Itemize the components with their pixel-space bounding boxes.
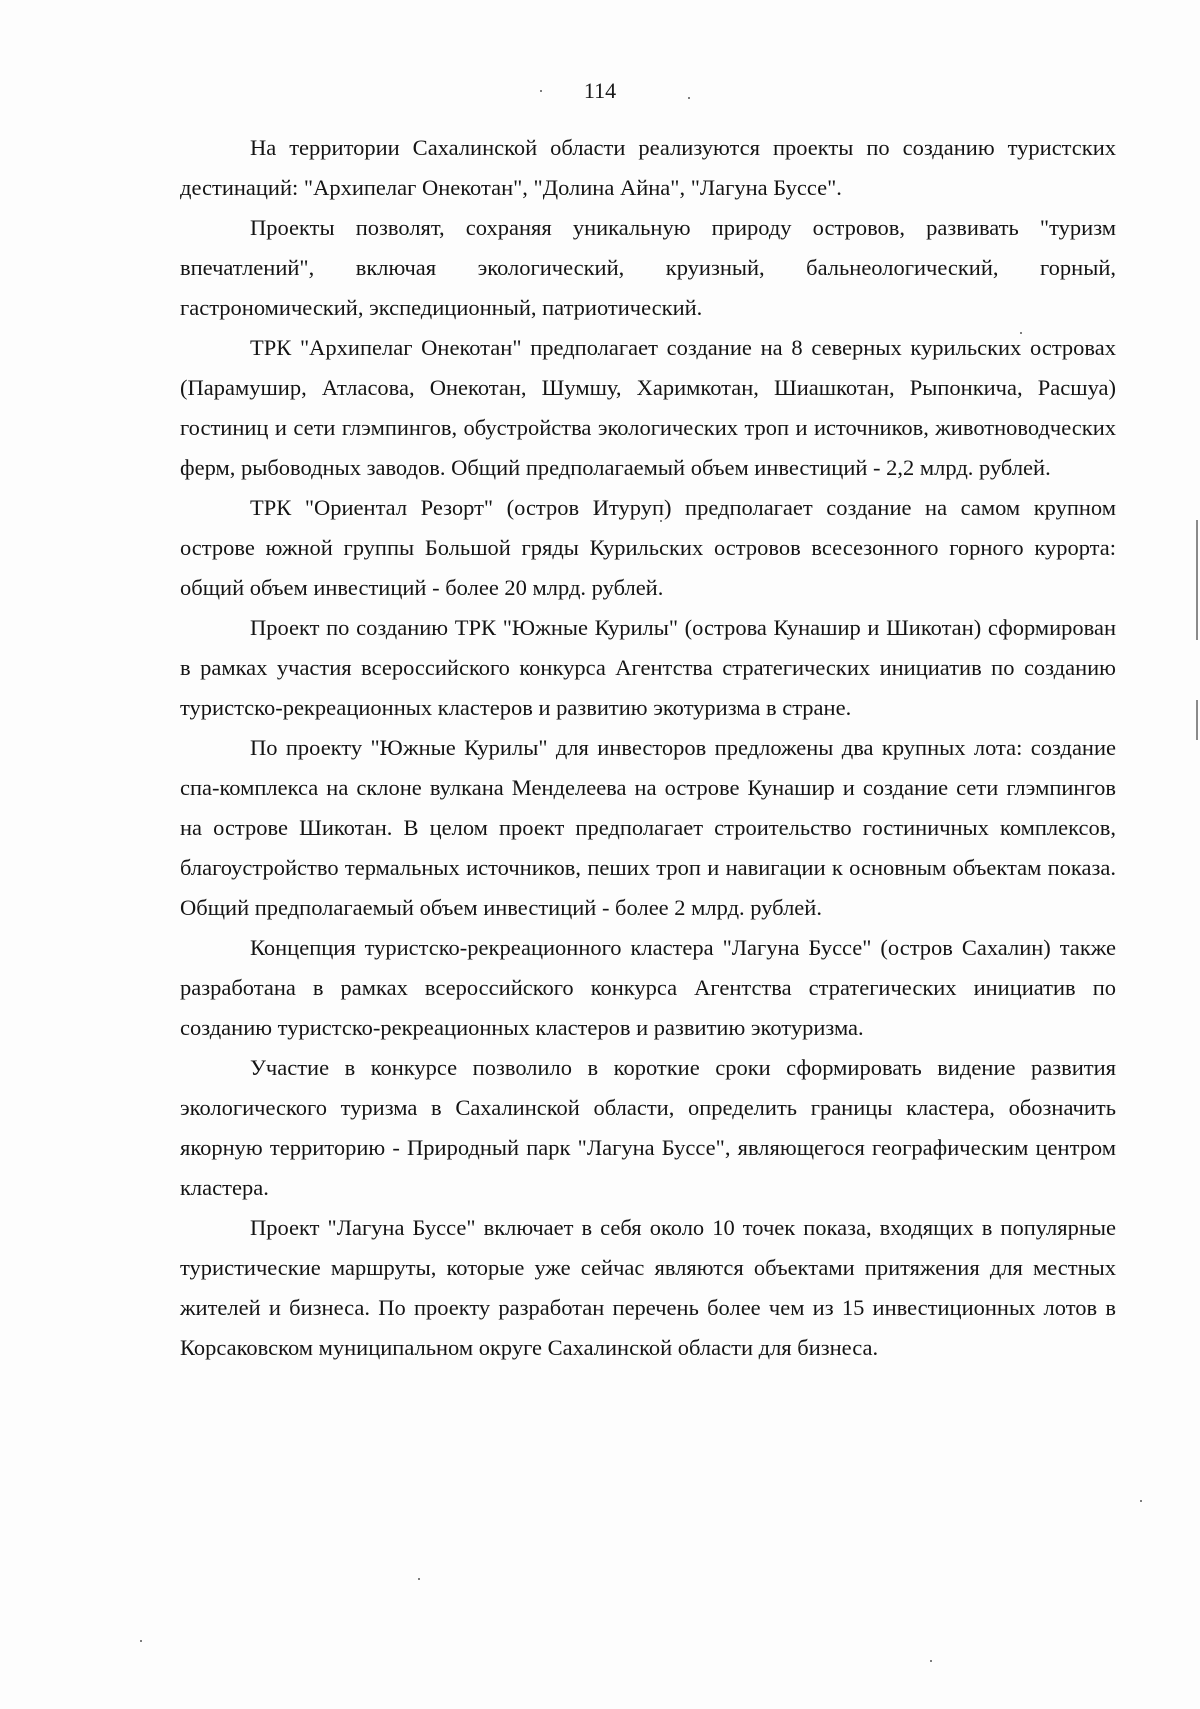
paragraph-south-kurils: Проект по созданию ТРК "Южные Курилы" (острова Кунашир и Шикотан) сформирован в рамках участия всероссийского конкурса Агентства стратегических инициатив по созданию туристско-рекреационных кластеров и развитию экотуризма в стране. <box>180 615 1116 720</box>
paragraph-impressions-tourism: Проекты позволят, сохраняя уникальную природу островов, развивать "туризм впечатлений", включая экологический, круизный, бальнеологический, горный, гастрономический, экспедиционный, патриотический. <box>180 215 1116 320</box>
paragraph-busse-concept: Концепция туристско-рекреационного кластера "Лагуна Буссе" (остров Сахалин) также разработана в рамках всероссийского конкурса Агентства стратегических инициатив по созданию туристско-рекреационных кластеров и развитию экотуризма. <box>180 935 1116 1040</box>
document-body <box>180 128 1116 1368</box>
paragraph-oriental-resort: ТРК "Ориентал Резорт" (остров Итуруп) предполагает создание на самом крупном острове южной группы Большой гряды Курильских островов всесезонного горного курорта: общий объем инвестиций - более 20 млрд. рублей. <box>180 495 1116 600</box>
scan-edge-mark <box>1196 520 1198 640</box>
scan-speck <box>660 520 662 522</box>
paragraph-onekotan: ТРК "Архипелаг Онекотан" предполагает создание на 8 северных курильских островах (Парамушир, Атласова, Онекотан, Шумшу, Харимкотан, Шиашкотан, Рыпонкича, Расшуа) гостиниц и сети глэмпингов, обустройства экологических троп и источников, животноводческих ферм, рыбоводных заводов. Общий предполагаемый объем инвестиций - 2,2 млрд. рублей. <box>180 335 1116 480</box>
scan-speck <box>688 97 690 99</box>
paragraph-destinations: На территории Сахалинской области реализуются проекты по созданию туристских дестинаций: "Архипелаг Онекотан", "Долина Айна", "Лагуна Буссе". <box>180 135 1116 200</box>
scan-edge-mark <box>1196 700 1198 740</box>
paragraph-south-kurils-lots: По проекту "Южные Курилы" для инвесторов предложены два крупных лота: создание спа-комплекса на склоне вулкана Менделеева на острове Кунашир и создание сети глэмпингов на острове Шикотан. В целом проект предполагает строительство гостиничных комплексов, благоустройство термальных источников, пеших троп и навигации к основным объектам показа. Общий предполагаемый объем инвестиций - более 2 млрд. рублей. <box>180 735 1116 920</box>
scan-speck <box>140 1640 142 1642</box>
scan-speck <box>930 1660 932 1662</box>
paragraph-contest-participation: Участие в конкурсе позволило в короткие сроки сформировать видение развития экологического туризма в Сахалинской области, определить границы кластера, обозначить якорную территорию - Природный парк "Лагуна Буссе", являющегося географическим центром кластера. <box>180 1055 1116 1200</box>
scan-speck <box>540 90 542 92</box>
page-number: 114 <box>583 78 617 103</box>
scan-speck <box>418 1578 420 1580</box>
scan-speck <box>1020 332 1022 334</box>
paragraph-busse-project: Проект "Лагуна Буссе" включает в себя около 10 точек показа, входящих в популярные туристические маршруты, которые уже сейчас являются объектами притяжения для местных жителей и бизнеса. По проекту разработан перечень более чем из 15 инвестиционных лотов в Корсаковском муниципальном округе Сахалинской области для бизнеса. <box>180 1215 1116 1360</box>
scan-speck <box>1140 1500 1142 1502</box>
